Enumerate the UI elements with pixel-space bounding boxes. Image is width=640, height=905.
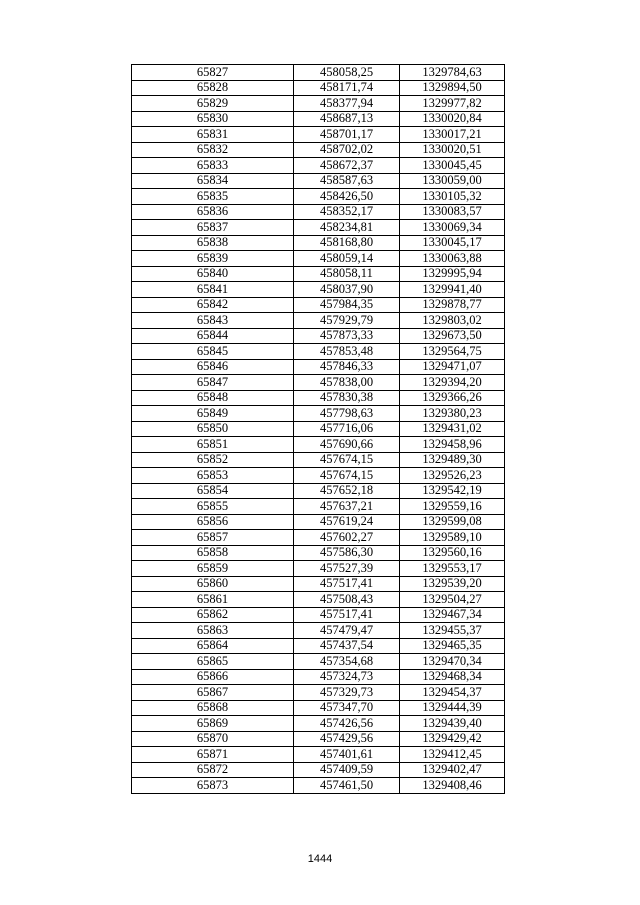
y-coordinate-cell: 1329429,42 bbox=[400, 731, 505, 747]
table-row bbox=[132, 483, 505, 499]
table-row bbox=[132, 607, 505, 623]
y-coordinate-cell: 1329803,02 bbox=[400, 313, 505, 329]
table-row bbox=[132, 359, 505, 375]
table-row bbox=[132, 297, 505, 313]
point-id-cell: 65828 bbox=[132, 80, 294, 96]
x-coordinate-cell: 457853,48 bbox=[294, 344, 400, 360]
point-id-cell: 65849 bbox=[132, 406, 294, 422]
y-coordinate-cell: 1330017,21 bbox=[400, 127, 505, 143]
point-id-cell: 65859 bbox=[132, 561, 294, 577]
table-row bbox=[132, 669, 505, 685]
table-row bbox=[132, 266, 505, 282]
table-row bbox=[132, 313, 505, 329]
table-row bbox=[132, 251, 505, 267]
x-coordinate-cell: 457929,79 bbox=[294, 313, 400, 329]
y-coordinate-cell: 1329444,39 bbox=[400, 700, 505, 716]
table-row bbox=[132, 731, 505, 747]
x-coordinate-cell: 457426,56 bbox=[294, 716, 400, 732]
table-row bbox=[132, 406, 505, 422]
table-row bbox=[132, 80, 505, 96]
y-coordinate-cell: 1329995,94 bbox=[400, 266, 505, 282]
y-coordinate-cell: 1329673,50 bbox=[400, 328, 505, 344]
x-coordinate-cell: 458058,25 bbox=[294, 65, 400, 81]
y-coordinate-cell: 1329542,19 bbox=[400, 483, 505, 499]
y-coordinate-cell: 1329894,50 bbox=[400, 80, 505, 96]
point-id-cell: 65871 bbox=[132, 747, 294, 763]
point-id-cell: 65865 bbox=[132, 654, 294, 670]
y-coordinate-cell: 1330063,88 bbox=[400, 251, 505, 267]
x-coordinate-cell: 458352,17 bbox=[294, 204, 400, 220]
point-id-cell: 65843 bbox=[132, 313, 294, 329]
table-row bbox=[132, 499, 505, 515]
x-coordinate-cell: 458234,81 bbox=[294, 220, 400, 236]
y-coordinate-cell: 1329489,30 bbox=[400, 452, 505, 468]
x-coordinate-cell: 458701,17 bbox=[294, 127, 400, 143]
table-row bbox=[132, 638, 505, 654]
point-id-cell: 65844 bbox=[132, 328, 294, 344]
table-row bbox=[132, 592, 505, 608]
x-coordinate-cell: 457873,33 bbox=[294, 328, 400, 344]
table-row bbox=[132, 514, 505, 530]
point-id-cell: 65848 bbox=[132, 390, 294, 406]
y-coordinate-cell: 1329394,20 bbox=[400, 375, 505, 391]
y-coordinate-cell: 1329454,37 bbox=[400, 685, 505, 701]
y-coordinate-cell: 1329526,23 bbox=[400, 468, 505, 484]
y-coordinate-cell: 1329412,45 bbox=[400, 747, 505, 763]
point-id-cell: 65866 bbox=[132, 669, 294, 685]
point-id-cell: 65850 bbox=[132, 421, 294, 437]
point-id-cell: 65840 bbox=[132, 266, 294, 282]
table-row bbox=[132, 700, 505, 716]
y-coordinate-cell: 1329380,23 bbox=[400, 406, 505, 422]
point-id-cell: 65845 bbox=[132, 344, 294, 360]
point-id-cell: 65831 bbox=[132, 127, 294, 143]
y-coordinate-cell: 1329560,16 bbox=[400, 545, 505, 561]
table-row bbox=[132, 204, 505, 220]
point-id-cell: 65868 bbox=[132, 700, 294, 716]
x-coordinate-cell: 457517,41 bbox=[294, 607, 400, 623]
point-id-cell: 65854 bbox=[132, 483, 294, 499]
point-id-cell: 65857 bbox=[132, 530, 294, 546]
table-row bbox=[132, 235, 505, 251]
table-row bbox=[132, 344, 505, 360]
table-row bbox=[132, 111, 505, 127]
y-coordinate-cell: 1329402,47 bbox=[400, 762, 505, 778]
point-id-cell: 65847 bbox=[132, 375, 294, 391]
y-coordinate-cell: 1330083,57 bbox=[400, 204, 505, 220]
y-coordinate-cell: 1329468,34 bbox=[400, 669, 505, 685]
y-coordinate-cell: 1329366,26 bbox=[400, 390, 505, 406]
point-id-cell: 65870 bbox=[132, 731, 294, 747]
point-id-cell: 65869 bbox=[132, 716, 294, 732]
x-coordinate-cell: 457517,41 bbox=[294, 576, 400, 592]
x-coordinate-cell: 457527,39 bbox=[294, 561, 400, 577]
x-coordinate-cell: 457429,56 bbox=[294, 731, 400, 747]
point-id-cell: 65827 bbox=[132, 65, 294, 81]
y-coordinate-cell: 1330020,84 bbox=[400, 111, 505, 127]
x-coordinate-cell: 457324,73 bbox=[294, 669, 400, 685]
point-id-cell: 65860 bbox=[132, 576, 294, 592]
table-row bbox=[132, 747, 505, 763]
y-coordinate-cell: 1329431,02 bbox=[400, 421, 505, 437]
point-id-cell: 65856 bbox=[132, 514, 294, 530]
x-coordinate-cell: 457984,35 bbox=[294, 297, 400, 313]
y-coordinate-cell: 1330045,45 bbox=[400, 158, 505, 174]
x-coordinate-cell: 457619,24 bbox=[294, 514, 400, 530]
y-coordinate-cell: 1329458,96 bbox=[400, 437, 505, 453]
x-coordinate-cell: 457830,38 bbox=[294, 390, 400, 406]
x-coordinate-cell: 458672,37 bbox=[294, 158, 400, 174]
coordinates-table-body bbox=[132, 65, 505, 794]
table-row bbox=[132, 685, 505, 701]
y-coordinate-cell: 1329599,08 bbox=[400, 514, 505, 530]
point-id-cell: 65832 bbox=[132, 142, 294, 158]
page-number: 1444 bbox=[307, 853, 333, 865]
point-id-cell: 65835 bbox=[132, 189, 294, 205]
table-row bbox=[132, 328, 505, 344]
point-id-cell: 65852 bbox=[132, 452, 294, 468]
table-row bbox=[132, 778, 505, 794]
coordinates-table bbox=[131, 64, 505, 794]
table-row bbox=[132, 421, 505, 437]
y-coordinate-cell: 1330020,51 bbox=[400, 142, 505, 158]
x-coordinate-cell: 457838,00 bbox=[294, 375, 400, 391]
point-id-cell: 65842 bbox=[132, 297, 294, 313]
table-row bbox=[132, 437, 505, 453]
point-id-cell: 65830 bbox=[132, 111, 294, 127]
y-coordinate-cell: 1329439,40 bbox=[400, 716, 505, 732]
y-coordinate-cell: 1329941,40 bbox=[400, 282, 505, 298]
x-coordinate-cell: 458058,11 bbox=[294, 266, 400, 282]
point-id-cell: 65836 bbox=[132, 204, 294, 220]
x-coordinate-cell: 458168,80 bbox=[294, 235, 400, 251]
x-coordinate-cell: 458059,14 bbox=[294, 251, 400, 267]
table-row bbox=[132, 127, 505, 143]
x-coordinate-cell: 457637,21 bbox=[294, 499, 400, 515]
table-row bbox=[132, 561, 505, 577]
y-coordinate-cell: 1330105,32 bbox=[400, 189, 505, 205]
x-coordinate-cell: 458702,02 bbox=[294, 142, 400, 158]
table-row bbox=[132, 282, 505, 298]
x-coordinate-cell: 458171,74 bbox=[294, 80, 400, 96]
point-id-cell: 65853 bbox=[132, 468, 294, 484]
table-row bbox=[132, 530, 505, 546]
x-coordinate-cell: 457354,68 bbox=[294, 654, 400, 670]
point-id-cell: 65834 bbox=[132, 173, 294, 189]
point-id-cell: 65838 bbox=[132, 235, 294, 251]
point-id-cell: 65846 bbox=[132, 359, 294, 375]
table-row bbox=[132, 96, 505, 112]
point-id-cell: 65833 bbox=[132, 158, 294, 174]
y-coordinate-cell: 1329471,07 bbox=[400, 359, 505, 375]
x-coordinate-cell: 457586,30 bbox=[294, 545, 400, 561]
x-coordinate-cell: 458587,63 bbox=[294, 173, 400, 189]
point-id-cell: 65855 bbox=[132, 499, 294, 515]
y-coordinate-cell: 1330069,34 bbox=[400, 220, 505, 236]
x-coordinate-cell: 457401,61 bbox=[294, 747, 400, 763]
x-coordinate-cell: 457674,15 bbox=[294, 452, 400, 468]
x-coordinate-cell: 457602,27 bbox=[294, 530, 400, 546]
x-coordinate-cell: 457674,15 bbox=[294, 468, 400, 484]
x-coordinate-cell: 457347,70 bbox=[294, 700, 400, 716]
point-id-cell: 65863 bbox=[132, 623, 294, 639]
point-id-cell: 65872 bbox=[132, 762, 294, 778]
x-coordinate-cell: 458377,94 bbox=[294, 96, 400, 112]
point-id-cell: 65829 bbox=[132, 96, 294, 112]
table-row bbox=[132, 390, 505, 406]
point-id-cell: 65862 bbox=[132, 607, 294, 623]
y-coordinate-cell: 1330059,00 bbox=[400, 173, 505, 189]
y-coordinate-cell: 1329465,35 bbox=[400, 638, 505, 654]
point-id-cell: 65841 bbox=[132, 282, 294, 298]
x-coordinate-cell: 457508,43 bbox=[294, 592, 400, 608]
y-coordinate-cell: 1329467,34 bbox=[400, 607, 505, 623]
y-coordinate-cell: 1329553,17 bbox=[400, 561, 505, 577]
table-row bbox=[132, 189, 505, 205]
y-coordinate-cell: 1329878,77 bbox=[400, 297, 505, 313]
y-coordinate-cell: 1329455,37 bbox=[400, 623, 505, 639]
table-row bbox=[132, 545, 505, 561]
table-row bbox=[132, 468, 505, 484]
table-row bbox=[132, 654, 505, 670]
x-coordinate-cell: 457409,59 bbox=[294, 762, 400, 778]
x-coordinate-cell: 457461,50 bbox=[294, 778, 400, 794]
table-row bbox=[132, 375, 505, 391]
y-coordinate-cell: 1329564,75 bbox=[400, 344, 505, 360]
y-coordinate-cell: 1329559,16 bbox=[400, 499, 505, 515]
table-row bbox=[132, 576, 505, 592]
point-id-cell: 65867 bbox=[132, 685, 294, 701]
table-row bbox=[132, 142, 505, 158]
x-coordinate-cell: 457652,18 bbox=[294, 483, 400, 499]
x-coordinate-cell: 457846,33 bbox=[294, 359, 400, 375]
x-coordinate-cell: 457798,63 bbox=[294, 406, 400, 422]
y-coordinate-cell: 1329589,10 bbox=[400, 530, 505, 546]
x-coordinate-cell: 457716,06 bbox=[294, 421, 400, 437]
table-row bbox=[132, 452, 505, 468]
table-row bbox=[132, 623, 505, 639]
point-id-cell: 65837 bbox=[132, 220, 294, 236]
x-coordinate-cell: 457690,66 bbox=[294, 437, 400, 453]
x-coordinate-cell: 458037,90 bbox=[294, 282, 400, 298]
point-id-cell: 65873 bbox=[132, 778, 294, 794]
point-id-cell: 65851 bbox=[132, 437, 294, 453]
table-row bbox=[132, 65, 505, 81]
point-id-cell: 65858 bbox=[132, 545, 294, 561]
y-coordinate-cell: 1329408,46 bbox=[400, 778, 505, 794]
x-coordinate-cell: 457479,47 bbox=[294, 623, 400, 639]
point-id-cell: 65839 bbox=[132, 251, 294, 267]
table-row bbox=[132, 220, 505, 236]
y-coordinate-cell: 1329977,82 bbox=[400, 96, 505, 112]
table-row bbox=[132, 158, 505, 174]
x-coordinate-cell: 457329,73 bbox=[294, 685, 400, 701]
y-coordinate-cell: 1329504,27 bbox=[400, 592, 505, 608]
point-id-cell: 65864 bbox=[132, 638, 294, 654]
point-id-cell: 65861 bbox=[132, 592, 294, 608]
table-row bbox=[132, 716, 505, 732]
y-coordinate-cell: 1329784,63 bbox=[400, 65, 505, 81]
x-coordinate-cell: 457437,54 bbox=[294, 638, 400, 654]
y-coordinate-cell: 1330045,17 bbox=[400, 235, 505, 251]
y-coordinate-cell: 1329470,34 bbox=[400, 654, 505, 670]
x-coordinate-cell: 458426,50 bbox=[294, 189, 400, 205]
y-coordinate-cell: 1329539,20 bbox=[400, 576, 505, 592]
x-coordinate-cell: 458687,13 bbox=[294, 111, 400, 127]
table-row bbox=[132, 762, 505, 778]
table-row bbox=[132, 173, 505, 189]
